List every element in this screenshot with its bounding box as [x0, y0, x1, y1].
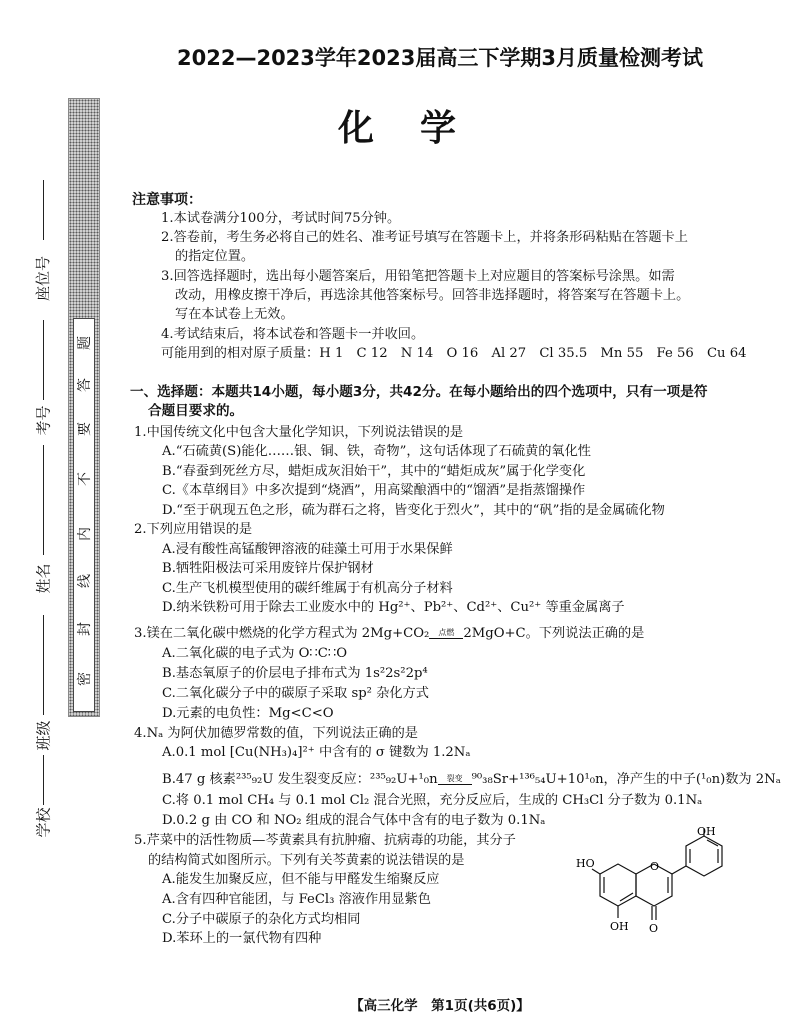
ring-oxygen-label: O: [650, 860, 660, 873]
question-2-stem: 2.下列应用错误的是: [134, 522, 253, 537]
atomic-mass-label: 可能用到的相对原子质量：: [161, 346, 320, 361]
seal-char: 封: [77, 622, 93, 636]
name-label: 姓名: [34, 563, 53, 594]
seal-line-box: [73, 318, 95, 712]
ho-left-label: HO: [576, 857, 595, 870]
question-5-stem-cont: 的结构简式如图所示。下列有关芩黄素的说法错误的是: [148, 853, 465, 868]
q2-option-d: [162, 598, 625, 618]
seal-char: 要: [77, 422, 93, 436]
subject-title: 化学: [337, 108, 502, 149]
q3-option-b: B.基态氧原子的价层电子排布式为 1s²2s²2p⁴: [162, 666, 428, 681]
class-line: [43, 615, 44, 715]
seat-number-line: [43, 180, 44, 240]
question-3-stem: [134, 624, 644, 644]
q2-d-ions: Hg²⁺、Pb²⁺、Cd²⁺、Cu²⁺: [378, 600, 542, 615]
section-title-cont: 合题目要求的。: [148, 403, 244, 419]
page-footer: 【高三化学 第1页(共6页)】: [350, 998, 530, 1014]
q2-option-b: B.牺牲阳极法可采用废锌片保护钢材: [162, 561, 374, 576]
seat-number-label: 座位号: [34, 255, 53, 302]
q5-option-d: D.苯环上的一氯代物有四种: [162, 931, 322, 946]
q3-stem-end: 2MgO+C。下列说法正确的是: [463, 626, 645, 641]
q1-option-b: B.“春蚕到死丝方尽，蜡炬成灰泪始干”，其中的“蜡炬成灰”属于化学变化: [162, 464, 586, 479]
q3-option-d: D.元素的电负性：Mg<C<O: [162, 706, 334, 721]
seal-char: 内: [77, 527, 93, 541]
notice-item: 1.本试卷满分100分，考试时间75分钟。: [161, 211, 401, 226]
notice-item: 写在本试卷上无效。: [175, 307, 294, 322]
oh-top-label: OH: [697, 825, 716, 838]
section-title: 一、选择题：本题共14小题，每小题3分，共42分。在每小题给出的四个选项中，只有一项是符: [130, 384, 708, 400]
q3-stem-start: 3.镁在二氧化碳中燃烧的化学方程式为 2Mg+CO₂: [134, 626, 430, 641]
question-5-stem: 5.芹菜中的活性物质—芩黄素具有抗肿瘤、抗病毒的功能，其分子: [134, 833, 516, 848]
atomic-mass-values: H 1 C 12 N 14 O 16 Al 27 Cl 35.5 Mn 55 Fe 56 Cu 64: [319, 346, 747, 361]
q2-d-text: D.纳米铁粉可用于除去工业废水中的: [162, 600, 375, 615]
seal-char: 答: [77, 378, 93, 392]
school-line: [43, 755, 44, 805]
q5-option-c: C.分子中碳原子的杂化方式均相同: [162, 912, 361, 927]
fission-arrow: [438, 775, 472, 785]
school-label: 学校: [34, 807, 53, 838]
apigenin-structure: [578, 826, 768, 948]
notice-title: 注意事项：: [132, 192, 202, 208]
q5-option-a: A.能发生加聚反应，但不能与甲醛发生缩聚反应: [162, 872, 440, 887]
q4-option-d: D.0.2 g 由 CO 和 NO₂ 组成的混合气体中含有的电子数为 0.1Nₐ: [162, 813, 546, 828]
notice-item: 2.答卷前，考生务必将自己的姓名、准考证号填写在答题卡上，并将条形码粘贴在答题卡上: [161, 230, 688, 245]
exam-title: 2022—2023学年2023届高三下学期3月质量检测考试: [177, 46, 703, 70]
seal-char: 密: [77, 672, 93, 686]
oh-bottom-label: OH: [610, 920, 629, 933]
q3-option-a: A.二氧化碳的电子式为 O∷C∷O: [162, 646, 348, 661]
seal-char: 题: [77, 336, 93, 350]
exam-number-line: [43, 320, 44, 400]
q2-option-c: C.生产飞机模型使用的碳纤维属于有机高分子材料: [162, 581, 453, 596]
q4-option-c: C.将 0.1 mol CH₄ 与 0.1 mol Cl₂ 混合光照，充分反应后，生成的 CH₃Cl 分子数为 0.1Nₐ: [162, 793, 703, 808]
class-label: 班级: [34, 720, 53, 751]
fission-condition: 裂变: [446, 773, 463, 783]
q5-option-b: A.含有四种官能团，与 FeCl₃ 溶液作用显紫色: [162, 892, 431, 907]
exam-number-label: 考号: [34, 405, 53, 436]
q1-option-a: A.“石硫黄(S)能化……银、铜、铁，奇物”，这句话体现了石硫黄的氧化性: [162, 444, 591, 459]
q1-option-d: D.“至于矾现五色之形，硫为群石之将，皆变化于烈火”，其中的“矾”指的是金属硫化物: [162, 503, 665, 518]
reaction-condition: 点燃: [438, 627, 455, 637]
q4-b-end: ⁹⁰₃₈Sr+¹³⁶₅₄U+10¹₀n，净产生的中子(¹₀n)数为 2Nₐ: [471, 772, 781, 787]
name-line: [43, 445, 44, 555]
q4-b-start: B.47 g 核素²³⁵₉₂U 发生裂变反应：²³⁵₉₂U+¹₀n: [162, 772, 438, 787]
question-4-stem: 4.Nₐ 为阿伏加德罗常数的值，下列说法正确的是: [134, 726, 418, 741]
notice-item: 的指定位置。: [175, 249, 255, 264]
q2-option-a: A.浸有酸性高锰酸钾溶液的硅藻土可用于水果保鲜: [162, 542, 453, 557]
q3-option-c: C.二氧化碳分子中的碳原子采取 sp² 杂化方式: [162, 686, 429, 701]
seal-char: 不: [77, 472, 93, 486]
atomic-masses: [161, 344, 747, 363]
question-1-stem: 1.中国传统文化中包含大量化学知识，下列说法错误的是: [134, 425, 464, 440]
reaction-arrow: [429, 629, 463, 639]
carbonyl-oxygen-label: O: [649, 922, 659, 935]
notice-item: 改动，用橡皮擦干净后，再选涂其他答案标号。回答非选择题时，将答案写在答题卡上。: [175, 288, 690, 303]
seal-char: 线: [77, 574, 93, 588]
q2-d-text-end: 等重金属离子: [545, 600, 625, 615]
notice-item: 4.考试结束后，将本试卷和答题卡一并收回。: [161, 327, 425, 342]
notice-item: 3.回答选择题时，选出每小题答案后，用铅笔把答题卡上对应题目的答案标号涂黑。如需: [161, 269, 675, 284]
q4-option-b: [162, 770, 781, 790]
q4-option-a: A.0.1 mol [Cu(NH₃)₄]²⁺ 中含有的 σ 键数为 1.2Nₐ: [162, 745, 471, 760]
q1-option-c: C.《本草纲目》中多次提到“烧酒”，用高粱酿酒中的“馏酒”是指蒸馏操作: [162, 483, 586, 498]
